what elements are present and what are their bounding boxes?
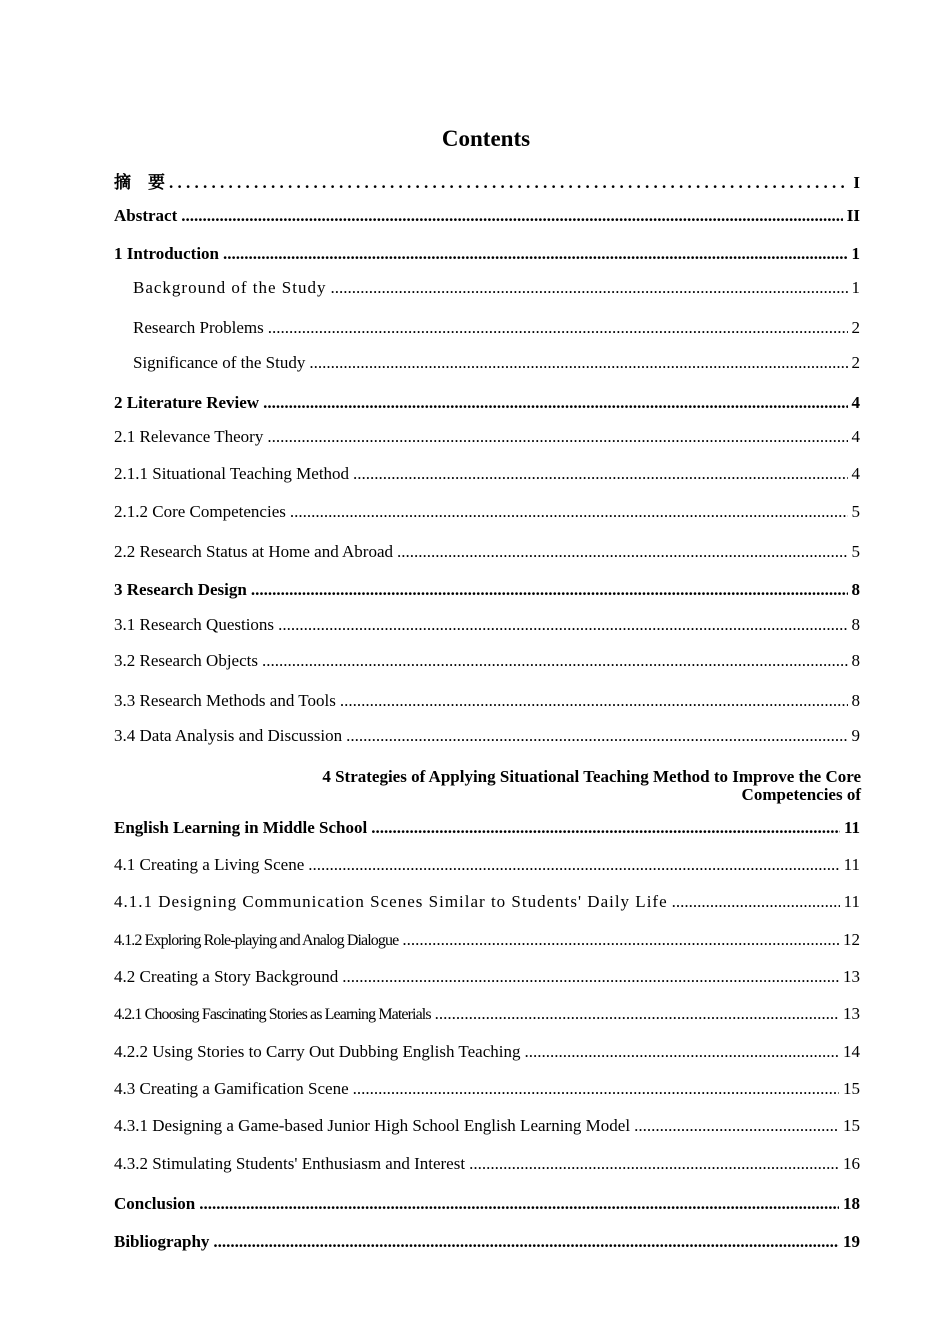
dot-leader: [199, 1194, 839, 1214]
toc-entry-label: 2.2 Research Status at Home and Abroad: [114, 542, 394, 561]
toc-entry-3-4[interactable]: [114, 726, 860, 750]
toc-entry-4-3-1[interactable]: [114, 1116, 860, 1140]
toc-entry-page: 11: [843, 892, 860, 911]
toc-entry-label: 3.4 Data Analysis and Discussion: [114, 726, 343, 745]
toc-entry-3-3[interactable]: [114, 691, 860, 715]
dot-leader: [402, 930, 839, 950]
toc-entry-chapter-2[interactable]: [114, 393, 860, 417]
page-title: Contents: [441, 126, 531, 151]
toc-entry-page: 2: [851, 353, 860, 372]
dot-leader: [524, 1042, 839, 1062]
toc-entry-page: 13: [843, 967, 860, 986]
toc-entry-label: 4.2 Creating a Story Background: [114, 967, 339, 986]
chapter-4-heading-line-1: 4 Strategies of Applying Situational Teaching Method to Improve the Core: [322, 767, 861, 786]
dot-leader: [342, 967, 839, 987]
toc-entry-label: 4.2.2 Using Stories to Carry Out Dubbing English Teaching: [114, 1042, 521, 1061]
toc-entry-4-2-2[interactable]: [114, 1042, 860, 1066]
toc-entry-4-2[interactable]: [114, 967, 860, 991]
toc-entry-significance[interactable]: [114, 353, 860, 377]
toc-entry-label: Bibliography: [114, 1232, 210, 1251]
dot-leader: [353, 1079, 839, 1099]
toc-entry-page: 14: [843, 1042, 860, 1061]
toc-entry-page: 9: [851, 726, 860, 745]
toc-entry-page: 18: [843, 1194, 860, 1213]
dot-leader: [213, 1232, 839, 1252]
toc-entry-background[interactable]: [114, 278, 860, 302]
toc-entry-abstract-cn[interactable]: [114, 168, 860, 192]
toc-entry-label: 4.1.2 Exploring Role-playing and Analog Dialogue: [114, 932, 399, 949]
toc-entry-label: 3.3 Research Methods and Tools: [114, 691, 336, 710]
toc-entry-label: 摘 要: [114, 173, 165, 192]
toc-entry-3-1[interactable]: [114, 615, 860, 639]
toc-entry-4-1-2[interactable]: [114, 930, 860, 954]
dot-leader: [634, 1116, 839, 1136]
dot-leader: [330, 278, 847, 298]
toc-entry-page: 2: [851, 318, 860, 337]
toc-entry-page: 8: [851, 651, 860, 670]
dot-leader: [340, 691, 848, 711]
dot-leader: [223, 244, 847, 264]
dot-leader: [346, 726, 847, 746]
toc-entry-page: 1: [851, 278, 860, 297]
toc-entry-4-2-1[interactable]: [114, 1004, 860, 1028]
dot-leader: [672, 892, 840, 912]
toc-entry-page: 13: [843, 1004, 860, 1023]
toc-entry-chapter-1[interactable]: [114, 244, 860, 268]
dot-leader: [169, 173, 849, 193]
toc-entry-label: 2 Literature Review: [114, 393, 260, 412]
toc-entry-page: 8: [851, 580, 860, 599]
toc-entry-label: 2.1 Relevance Theory: [114, 427, 264, 446]
toc-entry-page: 5: [851, 502, 860, 521]
toc-entry-page: II: [846, 206, 860, 225]
toc-entry-label: 4.2.1 Choosing Fascinating Stories as Learning Materials: [114, 1006, 431, 1023]
toc-entry-bibliography[interactable]: [114, 1232, 860, 1256]
toc-entry-4-1[interactable]: [114, 855, 860, 879]
dot-leader: [371, 818, 840, 838]
toc-entry-label: 4.3.2 Stimulating Students' Enthusiasm and Interest: [114, 1154, 466, 1173]
toc-entry-label: Abstract: [114, 206, 178, 225]
chapter-4-heading-line-2: Competencies of: [741, 785, 861, 804]
dot-leader: [290, 502, 848, 522]
toc-entry-page: 8: [851, 615, 860, 634]
toc-entry-label: 2.1.2 Core Competencies: [114, 502, 286, 521]
toc-entry-label: Research Problems: [133, 318, 264, 337]
toc-entry-4-3-2[interactable]: [114, 1154, 860, 1178]
toc-entry-page: 4: [851, 393, 860, 412]
dot-leader: [309, 353, 847, 373]
toc-entry-page: 11: [843, 855, 860, 874]
toc-entry-page: 11: [843, 818, 860, 837]
dot-leader: [308, 855, 839, 875]
toc-entry-chapter-3[interactable]: [114, 580, 860, 604]
toc-entry-label: Background of the Study: [133, 278, 327, 297]
dot-leader: [267, 427, 847, 447]
toc-entry-2-1-2[interactable]: [114, 502, 860, 526]
toc-entry-page: 15: [843, 1079, 860, 1098]
toc-entry-page: I: [853, 173, 860, 192]
toc-entry-label: Significance of the Study: [133, 353, 306, 372]
toc-entry-2-2[interactable]: [114, 542, 860, 566]
toc-entry-label: English Learning in Middle School: [114, 818, 368, 837]
toc-entry-label: Conclusion: [114, 1194, 196, 1213]
toc-entry-page: 16: [843, 1154, 860, 1173]
dot-leader: [435, 1004, 839, 1024]
dot-leader: [263, 393, 847, 413]
toc-entry-label: 3 Research Design: [114, 580, 247, 599]
toc-entry-4-3[interactable]: [114, 1079, 860, 1103]
toc-entry-3-2[interactable]: [114, 651, 860, 675]
toc-entry-2-1[interactable]: [114, 427, 860, 451]
toc-entry-page: 19: [843, 1232, 860, 1251]
toc-entry-chapter-4[interactable]: [114, 818, 860, 842]
toc-entry-page: 4: [851, 464, 860, 483]
toc-entry-4-1-1[interactable]: [114, 892, 860, 916]
toc-entry-page: 15: [843, 1116, 860, 1135]
toc-entry-label: 3.2 Research Objects: [114, 651, 258, 670]
toc-entry-conclusion[interactable]: [114, 1194, 860, 1218]
toc-entry-page: 5: [851, 542, 860, 561]
chapter-4-heading[interactable]: [114, 768, 861, 804]
dot-leader: [251, 580, 848, 600]
dot-leader: [181, 206, 843, 226]
toc-entry-label: 4.1 Creating a Living Scene: [114, 855, 305, 874]
toc-entry-label: 1 Introduction: [114, 244, 220, 263]
toc-entry-page: 1: [851, 244, 860, 263]
dot-leader: [397, 542, 847, 562]
toc-entry-label: 4.3 Creating a Gamification Scene: [114, 1079, 349, 1098]
dot-leader: [353, 464, 847, 484]
toc-entry-abstract[interactable]: [114, 206, 860, 230]
dot-leader: [268, 318, 848, 338]
toc-entry-page: 8: [851, 691, 860, 710]
toc-entry-2-1-1[interactable]: [114, 464, 860, 488]
toc-entry-label: 4.1.1 Designing Communication Scenes Similar to Students' Daily Life: [114, 892, 668, 911]
dot-leader: [469, 1154, 839, 1174]
toc-entry-page: 4: [851, 427, 860, 446]
toc-entry-label: 3.1 Research Questions: [114, 615, 275, 634]
dot-leader: [278, 615, 847, 635]
dot-leader: [262, 651, 848, 671]
toc-entry-page: 12: [843, 930, 860, 949]
toc-entry-research-problems[interactable]: [114, 318, 860, 342]
toc-entry-label: 4.3.1 Designing a Game-based Junior High School English Learning Model: [114, 1116, 631, 1135]
toc-entry-label: 2.1.1 Situational Teaching Method: [114, 464, 350, 483]
